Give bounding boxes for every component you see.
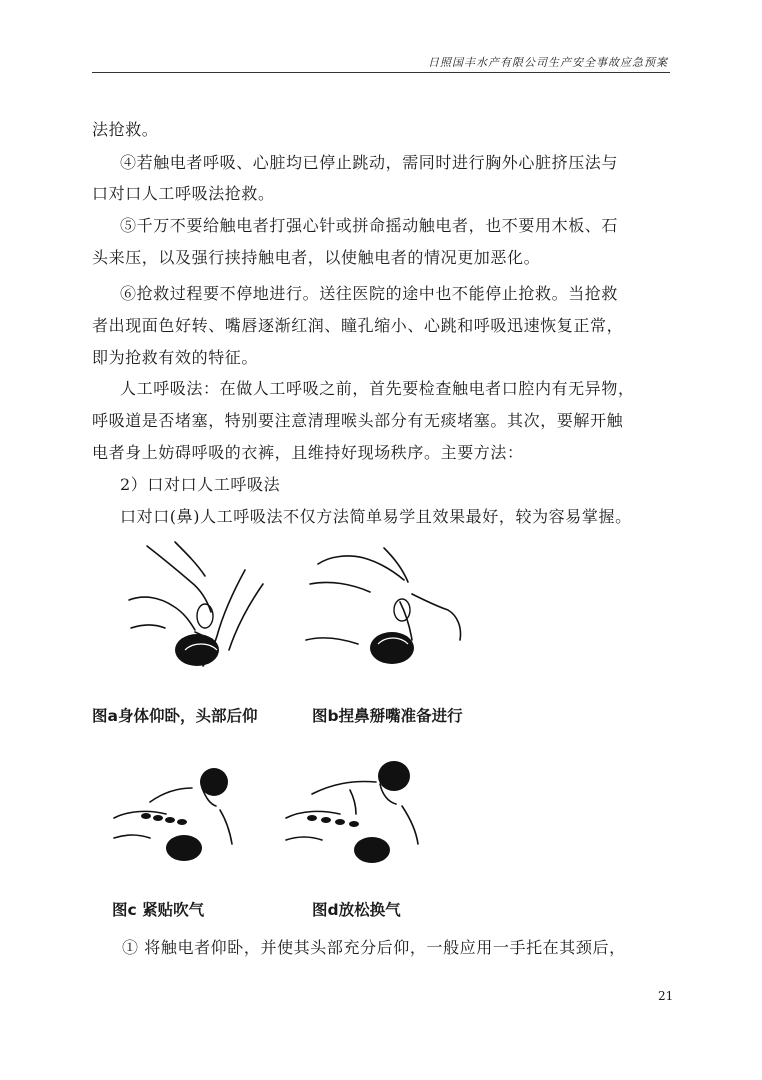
paragraph-line: 呼吸道是否堵塞，特别要注意清理喉头部分有无痰堵塞。其次，要解开触 bbox=[92, 411, 624, 430]
page-number: 21 bbox=[658, 989, 674, 1003]
page-header bbox=[92, 54, 670, 73]
header-title: 日照国丰水产有限公司生产安全事故应急预案 bbox=[428, 56, 668, 69]
paragraph-line: 法抢救。 bbox=[92, 120, 159, 139]
figure-caption: 图b捏鼻掰嘴准备进行 bbox=[312, 707, 463, 725]
figure-pinch-nose-illustration bbox=[300, 540, 470, 680]
paragraph-line: 头来压，以及强行挟持触电者，以使触电者的情况更加恶化。 bbox=[92, 248, 541, 267]
paragraph-line: 者出现面色好转、嘴唇逐渐红润、瞳孔缩小、心跳和呼吸迅速恢复正常， bbox=[92, 316, 624, 335]
figure-caption: 图a身体仰卧，头部后仰 bbox=[92, 707, 258, 725]
paragraph-line: ⑥抢救过程要不停地进行。送往医院的途中也不能停止抢救。当抢救 bbox=[120, 284, 619, 303]
paragraph-line: ⑤千万不要给触电者打强心针或拼命摇动触电者，也不要用木板、石 bbox=[120, 216, 619, 235]
paragraph-line: ① 将触电者仰卧，并使其头部充分后仰，一般应用一手托在其颈后， bbox=[122, 938, 626, 957]
section-heading: 2）口对口人工呼吸法 bbox=[120, 475, 281, 494]
figure-caption: 图d放松换气 bbox=[312, 901, 401, 919]
figure-caption: 图c 紧贴吹气 bbox=[112, 901, 205, 919]
figure-head-tilt-illustration bbox=[125, 540, 265, 680]
paragraph-line: ④若触电者呼吸、心脏均已停止跳动，需同时进行胸外心脏挤压法与 bbox=[120, 153, 619, 172]
paragraph-line: 口对口人工呼吸法抢救。 bbox=[92, 184, 275, 203]
paragraph-line: 人工呼吸法：在做人工呼吸之前，首先要检查触电者口腔内有无异物， bbox=[120, 379, 635, 398]
paragraph-line: 即为抢救有效的特征。 bbox=[92, 348, 259, 367]
paragraph-line: 电者身上妨碍呼吸的衣裤，且维持好现场秩序。主要方法： bbox=[92, 443, 524, 462]
paragraph-line: 口对口(鼻)人工呼吸法不仅方法简单易学且效果最好，较为容易掌握。 bbox=[120, 507, 632, 526]
figure-release-breath-illustration bbox=[282, 750, 442, 870]
figure-blow-air-illustration bbox=[110, 758, 240, 868]
